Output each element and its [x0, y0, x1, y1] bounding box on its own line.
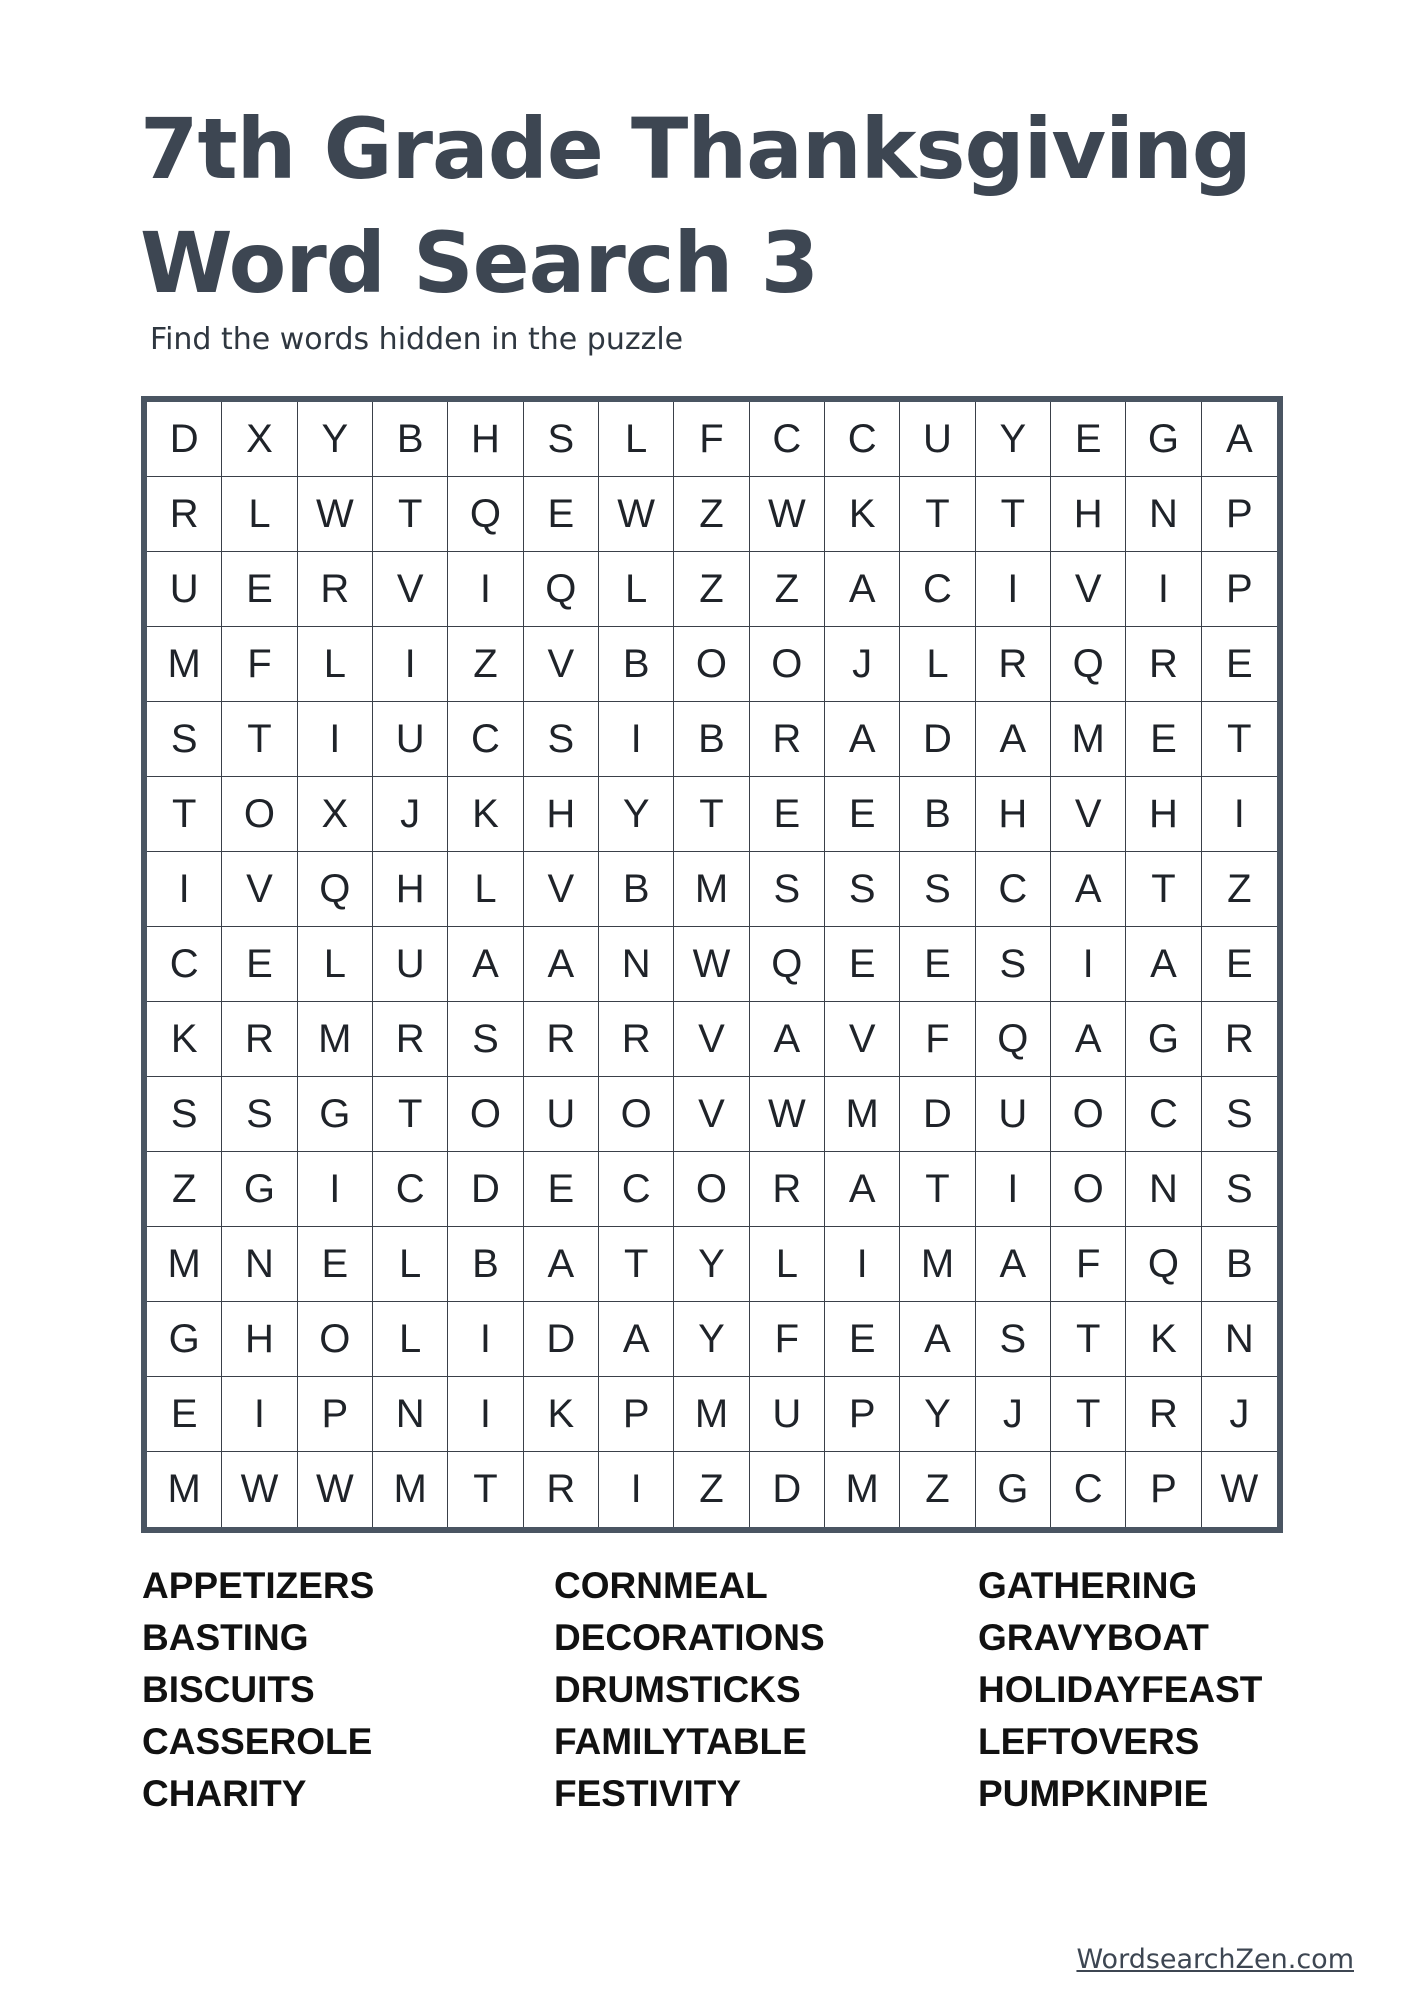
word-list-item: PUMPKINPIE — [978, 1773, 1209, 1814]
grid-cell[interactable]: B — [373, 402, 448, 477]
grid-cell[interactable]: C — [750, 402, 825, 477]
grid-cell[interactable]: A — [825, 702, 900, 777]
grid-cell[interactable]: W — [222, 1452, 297, 1527]
grid-cell[interactable]: T — [373, 477, 448, 552]
grid-cell[interactable]: Z — [674, 552, 749, 627]
grid-cell[interactable]: Z — [674, 477, 749, 552]
word-list-column-1 — [142, 1560, 374, 1820]
grid-cell[interactable]: M — [825, 1077, 900, 1152]
grid-cell[interactable]: W — [1220, 1467, 1259, 1511]
grid-cell[interactable]: L — [599, 402, 674, 477]
grid-cell[interactable]: U — [147, 552, 222, 627]
word-list-item: FAMILYTABLE — [554, 1721, 807, 1762]
grid-cell[interactable]: I — [222, 1377, 297, 1452]
grid-cell[interactable]: Q — [976, 1002, 1051, 1077]
grid-cell[interactable]: W — [298, 1452, 373, 1527]
grid-cell[interactable]: X — [222, 402, 297, 477]
grid-cell[interactable]: Z — [1202, 852, 1277, 927]
grid-cell[interactable]: I — [448, 552, 523, 627]
grid-cell[interactable]: C — [976, 852, 1051, 927]
grid-cell[interactable]: D — [900, 702, 975, 777]
grid-cell[interactable]: G — [298, 1077, 373, 1152]
grid-cell[interactable]: U — [900, 402, 975, 477]
word-list-item: LEFTOVERS — [978, 1721, 1200, 1762]
grid-cell[interactable]: E — [825, 927, 900, 1002]
grid-cell[interactable]: E — [900, 927, 975, 1002]
grid-cell[interactable]: E — [1051, 402, 1126, 477]
grid-cell[interactable]: S — [1202, 1152, 1277, 1227]
grid-cell[interactable]: F — [750, 1302, 825, 1377]
grid-cell[interactable]: C — [1051, 1452, 1126, 1527]
grid-cell[interactable]: R — [222, 1002, 297, 1077]
grid-cell[interactable]: S — [976, 1302, 1051, 1377]
grid-cell[interactable]: G — [1126, 402, 1201, 477]
puzzle-grid-frame — [141, 396, 1283, 1533]
word-list-item: DECORATIONS — [554, 1617, 825, 1658]
grid-cell[interactable]: P — [1202, 552, 1277, 627]
grid-cell[interactable]: T — [222, 702, 297, 777]
grid-cell[interactable]: I — [976, 1152, 1051, 1227]
grid-cell[interactable]: G — [976, 1452, 1051, 1527]
grid-cell[interactable]: D — [147, 402, 222, 477]
grid-cell[interactable]: T — [1126, 852, 1201, 927]
grid-cell[interactable]: L — [373, 1227, 448, 1302]
grid-cell[interactable]: S — [1202, 1077, 1277, 1152]
grid-cell[interactable]: B — [674, 702, 749, 777]
grid-cell[interactable]: V — [674, 1002, 749, 1077]
grid-cell[interactable]: S — [976, 927, 1051, 1002]
grid-cell[interactable]: N — [599, 927, 674, 1002]
grid-cell[interactable]: M — [373, 1452, 448, 1527]
grid-cell[interactable]: S — [448, 1002, 523, 1077]
grid-cell[interactable]: L — [298, 627, 373, 702]
title-line-1: 7th Grade Thanksgiving — [140, 100, 1251, 198]
grid-cell[interactable]: F — [222, 627, 297, 702]
grid-cell[interactable]: F — [900, 1002, 975, 1077]
grid-cell[interactable]: A — [1126, 927, 1201, 1002]
grid-cell[interactable]: R — [599, 1002, 674, 1077]
grid-cell[interactable]: K — [825, 477, 900, 552]
grid-cell[interactable]: C — [448, 702, 523, 777]
grid-cell[interactable]: V — [222, 852, 297, 927]
grid-cell[interactable]: H — [976, 777, 1051, 852]
grid-cell[interactable]: W — [674, 927, 749, 1002]
grid-cell[interactable]: T — [900, 477, 975, 552]
grid-cell[interactable]: M — [147, 1452, 222, 1527]
grid-cell[interactable]: T — [448, 1452, 523, 1527]
grid-cell[interactable]: Q — [524, 552, 599, 627]
word-list-item: HOLIDAYFEAST — [978, 1669, 1263, 1710]
grid-cell[interactable]: B — [448, 1227, 523, 1302]
grid-cell[interactable]: V — [373, 552, 448, 627]
grid-cell[interactable]: C — [373, 1152, 448, 1227]
instructions: Find the words hidden in the puzzle — [150, 322, 684, 357]
grid-cell[interactable]: S — [900, 852, 975, 927]
grid-cell[interactable]: I — [599, 1452, 674, 1527]
grid-cell[interactable]: W — [750, 477, 825, 552]
grid-cell[interactable]: L — [599, 552, 674, 627]
grid-cell[interactable]: A — [900, 1302, 975, 1377]
grid-cell[interactable]: A — [750, 1002, 825, 1077]
grid-cell[interactable]: C — [900, 552, 975, 627]
grid-cell[interactable]: E — [524, 1152, 599, 1227]
grid-cell[interactable]: H — [448, 402, 523, 477]
grid-cell[interactable]: D — [750, 1452, 825, 1527]
grid-cell[interactable]: E — [750, 777, 825, 852]
grid-cell[interactable]: A — [524, 927, 599, 1002]
grid-cell[interactable]: P — [825, 1377, 900, 1452]
grid-cell[interactable]: V — [1051, 552, 1126, 627]
grid-cell[interactable]: Q — [1051, 627, 1126, 702]
grid-cell[interactable]: T — [976, 477, 1051, 552]
word-list-item: CASSEROLE — [142, 1721, 373, 1762]
grid-cell[interactable]: V — [674, 1077, 749, 1152]
grid-cell[interactable]: L — [222, 477, 297, 552]
grid-cell[interactable]: R — [1202, 1002, 1277, 1077]
grid-cell[interactable]: L — [373, 1302, 448, 1377]
grid-cell[interactable]: J — [976, 1377, 1051, 1452]
grid-cell[interactable]: W — [599, 477, 674, 552]
grid-cell[interactable]: N — [1202, 1302, 1277, 1377]
grid-cell[interactable]: R — [750, 702, 825, 777]
grid-cell[interactable]: M — [147, 1227, 222, 1302]
grid-cell[interactable]: E — [825, 777, 900, 852]
grid-cell[interactable]: P — [599, 1377, 674, 1452]
grid-cell[interactable]: S — [750, 852, 825, 927]
grid-cell[interactable]: R — [976, 627, 1051, 702]
grid-cell[interactable]: V — [825, 1002, 900, 1077]
grid-cell[interactable]: T — [674, 777, 749, 852]
grid-cell[interactable]: I — [976, 552, 1051, 627]
grid-cell[interactable]: R — [147, 477, 222, 552]
grid-cell[interactable]: A — [1051, 852, 1126, 927]
grid-cell[interactable]: A — [599, 1302, 674, 1377]
grid-cell[interactable]: T — [900, 1152, 975, 1227]
grid-cell[interactable]: K — [524, 1377, 599, 1452]
grid-cell[interactable]: E — [1202, 927, 1277, 1002]
grid-cell[interactable]: E — [222, 552, 297, 627]
grid-cell[interactable]: W — [298, 477, 373, 552]
grid-cell[interactable]: M — [674, 852, 749, 927]
grid-cell[interactable]: N — [373, 1377, 448, 1452]
grid-cell[interactable]: Q — [448, 477, 523, 552]
grid-cell[interactable]: A — [825, 1152, 900, 1227]
word-list-column-3 — [978, 1560, 1262, 1820]
grid-cell[interactable]: U — [524, 1077, 599, 1152]
grid-cell[interactable]: J — [825, 627, 900, 702]
grid-cell[interactable]: Q — [1126, 1227, 1201, 1302]
grid-cell[interactable]: B — [900, 777, 975, 852]
grid-cell[interactable]: E — [147, 1377, 222, 1452]
word-list-item: FESTIVITY — [554, 1773, 742, 1814]
grid-cell[interactable]: T — [147, 777, 222, 852]
grid-cell[interactable]: R — [750, 1152, 825, 1227]
grid-cell[interactable]: U — [373, 702, 448, 777]
grid-cell[interactable]: K — [1126, 1302, 1201, 1377]
grid-cell[interactable]: E — [1202, 627, 1277, 702]
grid-cell[interactable]: U — [976, 1077, 1051, 1152]
grid-cell[interactable]: B — [599, 852, 674, 927]
grid-cell[interactable]: G — [222, 1152, 297, 1227]
grid-cell[interactable]: J — [1202, 1377, 1277, 1452]
grid-cell[interactable]: I — [1051, 927, 1126, 1002]
grid-cell[interactable]: M — [825, 1452, 900, 1527]
grid-cell[interactable]: N — [222, 1227, 297, 1302]
grid-cell[interactable]: S — [222, 1077, 297, 1152]
grid-cell[interactable]: C — [825, 402, 900, 477]
grid-cell[interactable]: K — [448, 777, 523, 852]
word-list-item: BASTING — [142, 1617, 309, 1658]
grid-cell[interactable]: A — [1202, 402, 1277, 477]
grid-cell[interactable]: Q — [298, 852, 373, 927]
grid-cell[interactable]: R — [298, 552, 373, 627]
grid-cell[interactable]: Y — [599, 777, 674, 852]
word-list-item: GRAVYBOAT — [978, 1617, 1209, 1658]
word-list-item: DRUMSTICKS — [554, 1669, 801, 1710]
grid-cell[interactable]: L — [900, 627, 975, 702]
grid-cell[interactable]: A — [825, 552, 900, 627]
grid-cell[interactable]: A — [976, 702, 1051, 777]
grid-cell[interactable]: M — [147, 627, 222, 702]
grid-cell[interactable]: I — [298, 702, 373, 777]
title-line-2: Word Search 3 — [140, 214, 819, 312]
grid-cell[interactable]: A — [1051, 1002, 1126, 1077]
word-list-item: GATHERING — [978, 1565, 1198, 1606]
grid-cell[interactable]: M — [674, 1377, 749, 1452]
grid-cell[interactable]: A — [524, 1227, 599, 1302]
grid-cell[interactable]: I — [448, 1377, 523, 1452]
word-list-item: APPETIZERS — [142, 1565, 375, 1606]
grid-cell[interactable]: O — [674, 627, 749, 702]
site-link[interactable]: WordsearchZen.com — [1076, 1944, 1354, 1975]
word-list-column-2 — [554, 1560, 825, 1820]
grid-cell[interactable]: H — [524, 777, 599, 852]
grid-cell[interactable]: C — [599, 1152, 674, 1227]
grid-cell[interactable]: P — [298, 1377, 373, 1452]
grid-cell[interactable]: C — [147, 927, 222, 1002]
grid-cell[interactable]: J — [373, 777, 448, 852]
grid-cell[interactable]: E — [298, 1227, 373, 1302]
grid-cell[interactable]: B — [599, 627, 674, 702]
grid-cell[interactable]: I — [1202, 777, 1277, 852]
grid-cell[interactable]: R — [1126, 627, 1201, 702]
grid-cell[interactable]: K — [147, 1002, 222, 1077]
grid-cell[interactable]: V — [524, 852, 599, 927]
page-title — [140, 92, 1320, 320]
grid-cell[interactable]: F — [1051, 1227, 1126, 1302]
grid-cell[interactable]: D — [900, 1077, 975, 1152]
grid-cell[interactable]: O — [222, 777, 297, 852]
puzzle-grid — [147, 402, 1277, 1527]
grid-cell[interactable]: Y — [674, 1227, 749, 1302]
grid-cell[interactable]: Q — [750, 927, 825, 1002]
grid-cell[interactable]: H — [373, 852, 448, 927]
grid-cell[interactable]: R — [1126, 1377, 1201, 1452]
grid-cell[interactable]: R — [524, 1002, 599, 1077]
grid-cell[interactable]: S — [147, 1077, 222, 1152]
grid-cell[interactable]: B — [1202, 1227, 1277, 1302]
grid-cell[interactable]: I — [1126, 552, 1201, 627]
grid-cell[interactable]: O — [674, 1152, 749, 1227]
grid-cell[interactable]: I — [298, 1152, 373, 1227]
grid-cell[interactable]: N — [1126, 1152, 1201, 1227]
grid-cell[interactable]: O — [750, 627, 825, 702]
grid-cell[interactable]: I — [599, 702, 674, 777]
grid-cell[interactable]: Y — [900, 1377, 975, 1452]
word-list-item: BISCUITS — [142, 1669, 315, 1710]
grid-cell[interactable]: O — [298, 1302, 373, 1377]
grid-cell[interactable]: E — [222, 927, 297, 1002]
grid-cell[interactable]: I — [825, 1227, 900, 1302]
grid-cell[interactable]: Y — [674, 1302, 749, 1377]
grid-cell[interactable]: L — [750, 1227, 825, 1302]
grid-cell[interactable]: O — [599, 1077, 674, 1152]
grid-cell[interactable]: Y — [298, 402, 373, 477]
grid-cell[interactable]: I — [147, 852, 222, 927]
grid-cell[interactable]: T — [599, 1227, 674, 1302]
grid-cell[interactable]: U — [373, 927, 448, 1002]
grid-cell[interactable]: Z — [900, 1452, 975, 1527]
grid-cell[interactable]: D — [448, 1152, 523, 1227]
grid-cell[interactable]: Y — [976, 402, 1051, 477]
grid-cell[interactable]: W — [750, 1077, 825, 1152]
grid-cell[interactable]: Z — [448, 627, 523, 702]
grid-cell[interactable]: P — [1126, 1452, 1201, 1527]
grid-cell[interactable]: Z — [750, 552, 825, 627]
grid-cell[interactable]: H — [1126, 777, 1201, 852]
grid-cell[interactable]: Z — [147, 1152, 222, 1227]
grid-cell[interactable]: R — [373, 1002, 448, 1077]
grid-cell[interactable]: S — [147, 702, 222, 777]
grid-cell[interactable]: G — [1126, 1002, 1201, 1077]
grid-cell[interactable]: N — [1126, 477, 1201, 552]
grid-cell[interactable]: D — [524, 1302, 599, 1377]
grid-cell[interactable]: T — [1202, 702, 1277, 777]
grid-cell[interactable]: V — [524, 627, 599, 702]
grid-cell[interactable]: S — [825, 852, 900, 927]
grid-cell[interactable]: I — [448, 1302, 523, 1377]
grid-cell[interactable]: V — [1051, 777, 1126, 852]
grid-cell[interactable]: H — [1051, 477, 1126, 552]
grid-cell[interactable]: M — [1051, 702, 1126, 777]
grid-cell[interactable]: U — [750, 1377, 825, 1452]
grid-cell[interactable]: G — [147, 1302, 222, 1377]
grid-cell[interactable]: S — [524, 702, 599, 777]
grid-cell[interactable]: T — [1051, 1302, 1126, 1377]
grid-cell[interactable]: P — [1202, 477, 1277, 552]
grid-cell[interactable]: M — [900, 1227, 975, 1302]
grid-cell[interactable]: L — [448, 852, 523, 927]
grid-cell[interactable]: C — [1126, 1077, 1201, 1152]
grid-cell[interactable]: S — [524, 402, 599, 477]
grid-cell[interactable]: A — [448, 927, 523, 1002]
grid-cell[interactable]: L — [298, 927, 373, 1002]
word-list-item: CORNMEAL — [554, 1565, 768, 1606]
grid-cell[interactable]: F — [674, 402, 749, 477]
grid-cell[interactable]: A — [976, 1227, 1051, 1302]
grid-cell[interactable]: X — [298, 777, 373, 852]
grid-cell[interactable]: M — [298, 1002, 373, 1077]
grid-cell[interactable]: T — [1051, 1377, 1126, 1452]
grid-cell[interactable]: R — [524, 1452, 599, 1527]
grid-cell[interactable]: O — [448, 1077, 523, 1152]
word-list-item: CHARITY — [142, 1773, 307, 1814]
grid-cell[interactable]: I — [373, 627, 448, 702]
grid-cell[interactable]: O — [1051, 1077, 1126, 1152]
grid-cell[interactable]: T — [373, 1077, 448, 1152]
grid-cell[interactable]: H — [222, 1302, 297, 1377]
grid-cell[interactable]: E — [524, 477, 599, 552]
grid-cell[interactable]: O — [1051, 1152, 1126, 1227]
grid-cell[interactable]: Z — [674, 1452, 749, 1527]
grid-cell[interactable]: E — [1126, 702, 1201, 777]
word-list — [0, 1560, 1414, 1820]
grid-cell[interactable]: E — [825, 1302, 900, 1377]
